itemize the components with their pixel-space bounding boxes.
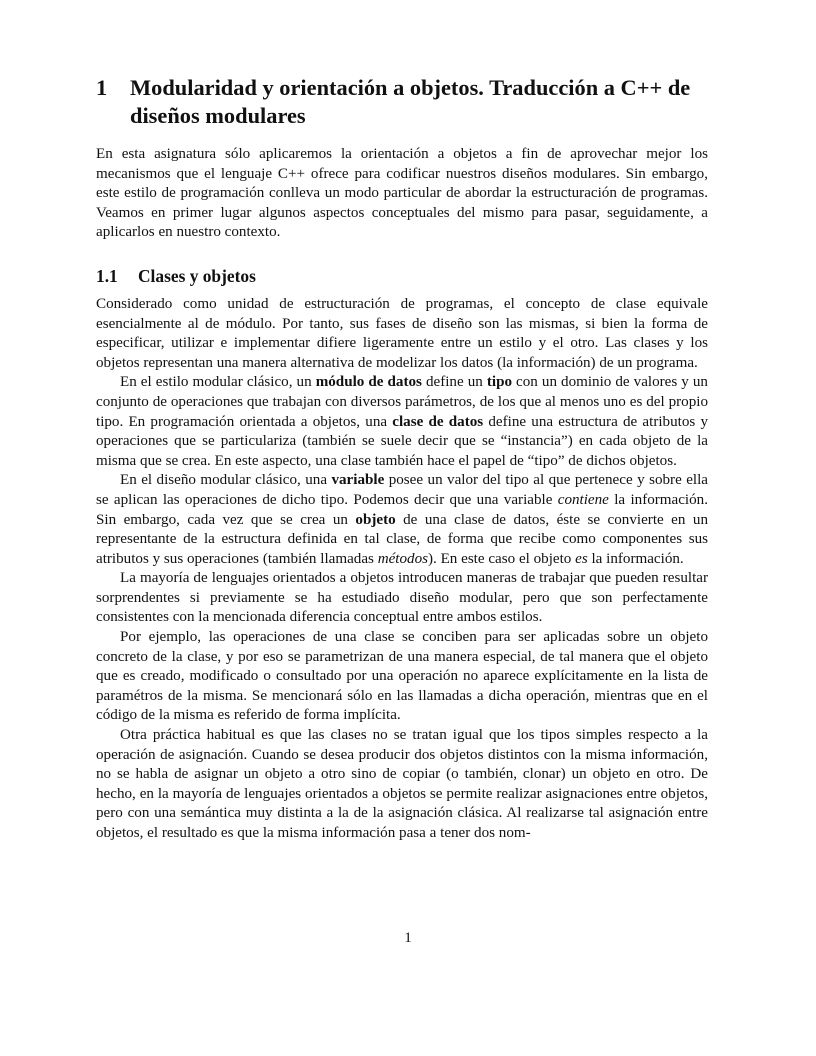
term-modulo-de-datos: módulo de datos (315, 374, 422, 391)
paragraph-3-text-1: En el diseño modular clásico, una (120, 472, 332, 489)
paragraph-2-text-4: define una estructura de atributos y operaciones que se particulariza (también se suele decir que se “instancia”) en cada objeto de la misma que se crea. En este aspecto, una clase también hace el papel de “tipo” de dichos objetos. (96, 413, 708, 469)
paragraph-3-text-4: de una clase de datos, éste se convierte en un representante de la estructura definida en tal clase, de forma que recibe como componentes sus atributos y sus operaciones (también llamadas (96, 511, 708, 567)
paragraph-3-text-5: ). En este caso el objeto (428, 550, 576, 567)
term-variable: variable (331, 472, 385, 489)
paragraph-1: Considerado como unidad de estructuración de programas, el concepto de clase equivale esencialmente al de módulo. Por tanto, sus fases de diseño son las mismas, si bien la forma de especificar, utilizar e implementar difiere ligeramente entre un estilo y el otro. Las clases y los objetos representan una manera alternativa de modelizar los datos (la información) de un programa. (96, 295, 708, 371)
paragraph-2-text-3: con un dominio de valores y un conjunto de operaciones que trabajan con diversos parámetros, de los que al menos uno es del propio tipo. En programación orientada a objetos, una (96, 374, 708, 430)
paragraph-5: Por ejemplo, las operaciones de una clase se conciben para ser aplicadas sobre un objeto concreto de la clase, y por eso se parametrizan de una manera especial, de tal manera que el objeto que es creado, modificado o consultado por una operación no aparece explícitamente en la lista de paramétros de la misma. Se mencionará sólo en las llamadas a dicha operación, mientras que en el código de la misma es referido de forma implícita. (96, 629, 708, 724)
term-objeto: objeto (355, 511, 396, 528)
section-number: 1 (96, 75, 108, 100)
emphasis-es: es (575, 550, 588, 567)
page-number: 1 (404, 930, 412, 946)
paragraph-3-text-3: la información. Sin embargo, cada vez que se crea un (96, 491, 708, 528)
section-heading (96, 74, 708, 130)
intro-paragraph: En esta asignatura sólo aplicaremos la orientación a objetos a fin de aprovechar mejor los mecanismos que el lenguaje C++ ofrece para codificar nuestros diseños modulares. Sin embargo, este estilo de programación conlleva un modo particular de abordar la estructuración de programas. Veamos en primer lugar algunos aspectos conceptuales del mismo para pasar, seguidamente, a aplicarlos en nuestro contexto. (96, 146, 708, 241)
paragraph-2 (96, 373, 708, 471)
document-page (96, 74, 708, 844)
emphasis-contiene: contiene (557, 491, 609, 508)
subsection-heading (96, 265, 708, 287)
term-clase-de-datos: clase de datos (392, 413, 484, 430)
paragraph-3-text-6: la información. (587, 550, 684, 567)
subsection-title: Clases y objetos (138, 265, 256, 286)
section-title: Modularidad y orientación a objetos. Traducción a C++ de diseños modulares (130, 75, 691, 128)
paragraph-2-text-1: En el estilo modular clásico, un (120, 374, 316, 391)
emphasis-metodos: métodos (377, 550, 428, 567)
paragraph-2-text-2: define un (421, 374, 487, 391)
paragraph-4: La mayoría de lenguajes orientados a objetos introducen maneras de trabajar que pueden resultar sorprendentes si previamente se ha estudiado diseño modular, pero que son perfectamente consistentes con la mencionada diferencia conceptual entre ambos estilos. (96, 570, 708, 626)
paragraph-3 (96, 471, 708, 569)
subsection-number: 1.1 (96, 265, 118, 286)
paragraph-6: Otra práctica habitual es que las clases no se tratan igual que los tipos simples respecto a la operación de asignación. Cuando se desea producir dos objetos distintos con la misma información, no se habla de asignar un objeto a otro sino de copiar (o también, clonar) un objeto en otro. De hecho, en la mayoría de lenguajes orientados a objetos se permite realizar asignaciones entre objetos, pero con una semántica muy distinta a la de la asignación clásica. Al realizarse tal asignación entre objetos, el resultado es que la misma información pasa a tener dos nom- (96, 727, 708, 841)
paragraph-3-text-2: posee un valor del tipo al que pertenece y sobre ella se aplican las operaciones de dicho tipo. Podemos decir que una variable (96, 472, 708, 508)
term-tipo: tipo (486, 374, 513, 391)
